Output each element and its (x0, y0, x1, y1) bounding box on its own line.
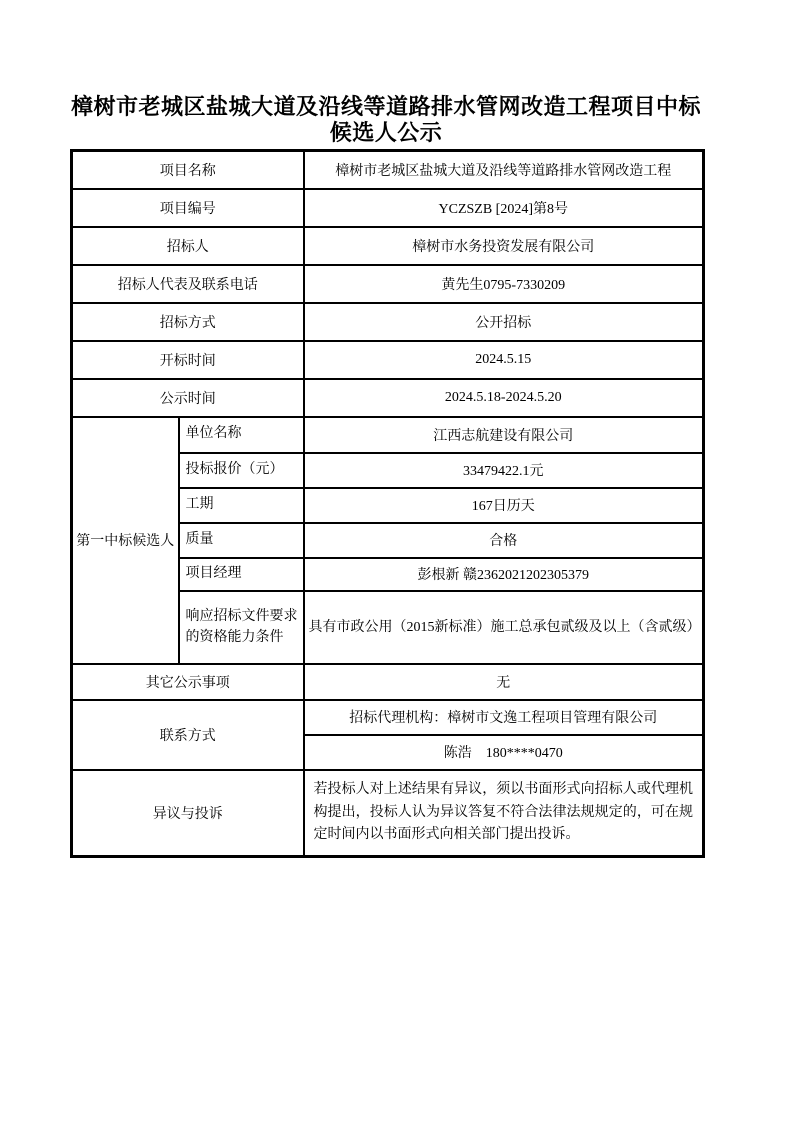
tenderer-contact-value: 黄先生0795-7330209 (304, 265, 704, 303)
candidate-manager-value: 彭根新 赣2362021202305379 (304, 558, 704, 591)
announcement-document (70, 94, 702, 858)
row-tender-method (72, 303, 704, 341)
contact-person-value: 陈浩 180****0470 (304, 735, 704, 770)
objection-label: 异议与投诉 (72, 770, 304, 857)
row-tenderer-contact (72, 265, 704, 303)
page-title-line2: 候选人公示 (329, 120, 443, 145)
other-matters-label: 其它公示事项 (72, 664, 304, 700)
tenderer-value: 樟树市水务投资发展有限公司 (304, 227, 704, 265)
tender-method-value: 公开招标 (304, 303, 704, 341)
candidate-qualification-label: 响应招标文件要求的资格能力条件 (179, 591, 304, 664)
row-project-name (72, 151, 704, 189)
row-other-matters (72, 664, 704, 700)
row-publicity-time (72, 379, 704, 417)
tender-method-label: 招标方式 (72, 303, 304, 341)
opening-time-value: 2024.5.15 (304, 341, 704, 379)
publicity-time-label: 公示时间 (72, 379, 304, 417)
tenderer-label: 招标人 (72, 227, 304, 265)
project-name-label: 项目名称 (72, 151, 304, 189)
tenderer-contact-label: 招标人代表及联系电话 (72, 265, 304, 303)
row-project-number (72, 189, 704, 227)
candidate-company-label: 单位名称 (179, 417, 304, 453)
candidate-price-label: 投标报价（元） (179, 453, 304, 488)
objection-value: 若投标人对上述结果有异议，须以书面形式向招标人或代理机构提出，投标人认为异议答复不符合法律法规规定的，可在规定时间内以书面形式向相关部门提出投诉。 (304, 770, 704, 857)
row-objection (72, 770, 704, 857)
project-number-label: 项目编号 (72, 189, 304, 227)
row-opening-time (72, 341, 704, 379)
candidate-duration-label: 工期 (179, 488, 304, 523)
first-candidate-group-label: 第一中标候选人 (72, 417, 179, 664)
candidate-qualification-value: 具有市政公用（2015新标准）施工总承包贰级及以上（含贰级） (304, 591, 704, 664)
page-title-line1: 樟树市老城区盐城大道及沿线等道路排水管网改造工程项目中标 (70, 94, 701, 119)
project-name-value: 樟树市老城区盐城大道及沿线等道路排水管网改造工程 (304, 151, 704, 189)
project-number-value: YCZSZB [2024]第8号 (304, 189, 704, 227)
contact-agency-value: 招标代理机构：樟树市文逸工程项目管理有限公司 (304, 700, 704, 735)
page-title (70, 94, 702, 146)
other-matters-value: 无 (304, 664, 704, 700)
row-candidate-company (72, 417, 704, 453)
candidate-company-value: 江西志航建设有限公司 (304, 417, 704, 453)
announcement-table (70, 149, 705, 858)
publicity-time-value: 2024.5.18-2024.5.20 (304, 379, 704, 417)
candidate-price-value: 33479422.1元 (304, 453, 704, 488)
row-tenderer (72, 227, 704, 265)
contact-group-label: 联系方式 (72, 700, 304, 770)
candidate-manager-label: 项目经理 (179, 558, 304, 591)
candidate-quality-label: 质量 (179, 523, 304, 558)
row-contact-agency (72, 700, 704, 735)
candidate-quality-value: 合格 (304, 523, 704, 558)
candidate-duration-value: 167日历天 (304, 488, 704, 523)
opening-time-label: 开标时间 (72, 341, 304, 379)
